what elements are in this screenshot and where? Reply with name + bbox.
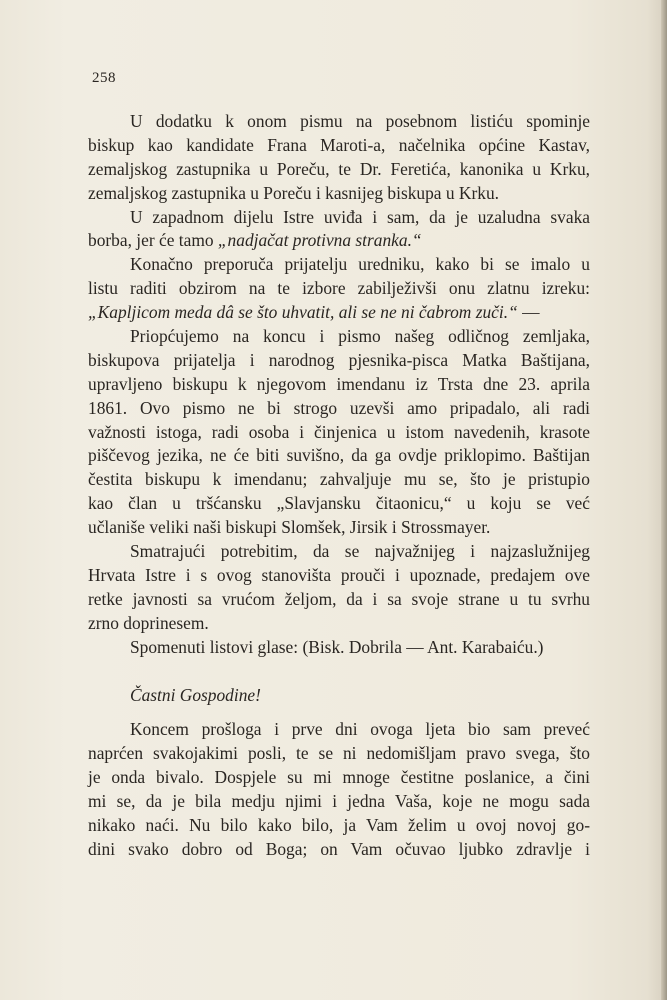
text-line: naprćen svakojakimi posli, te se ni nedomišljam pravo svega, što <box>88 743 590 764</box>
text-line: retke javnosti sa vrućom željom, da i sa svoje strane u tu svrhu <box>88 588 590 609</box>
text-line: U zapadnom dijelu Istre uviđa i sam, da je uzaludna svaka <box>130 206 590 227</box>
spacer <box>88 659 590 684</box>
text-line: kao član u tršćansku „Slavjansku čitaonicu,“ u koju se već <box>88 493 590 514</box>
text-line: učlaniše veliki naši biskupi Slomšek, Jirsik i Strossmayer. <box>88 517 491 538</box>
text-line: nikako naći. Nu bilo kako bilo, ja Vam želim u ovoj novoj go- <box>88 814 590 835</box>
text-line: Hrvata Istre i s ovog stanovišta prouči i upoznade, predajem ove <box>88 564 590 585</box>
body-text <box>88 110 590 862</box>
text-line: čestita biskupu k imendanu; zahvaljuje mu se, što je pristupio <box>88 469 590 490</box>
text-line: dini svako dobro od Boga; on Vam očuvao ljubko zdravlje i <box>88 838 590 859</box>
text-line: važnosti istoga, radi osoba i činjenica u istom navedenih, krasote <box>88 421 590 442</box>
text-line: „Kapljicom meda dâ se što uhvatit, ali se ne ni čabrom zuči.“ — <box>88 302 540 323</box>
text-line: 1861. Ovo pismo ne bi strogo uzevši amo pripadalo, ali radi <box>88 397 590 418</box>
text-line: biskup kao kandidate Frana Maroti-a, načelnika općine Kastav, <box>88 134 590 155</box>
text-line: mi se, da je bila medju njimi i jedna Vaša, koje ne mogu sada <box>88 791 590 812</box>
text-line: biskupova prijatelja i narodnog pjesnika-pisca Matka Baštijana, <box>88 349 590 370</box>
text-line: upravljeno biskupu k njegovom imendanu iz Trsta dne 23. aprila <box>88 373 590 394</box>
letter-salutation: Častni Gospodine! <box>130 685 261 706</box>
page-number: 258 <box>92 70 116 86</box>
text-line: je onda bivalo. Dospjele su mi mnoge čestitne poslanice, a čini <box>88 767 590 788</box>
text-line: Smatrajući potrebitim, da se najvažnijeg i najzaslužnijeg <box>130 541 590 562</box>
text-line: piščevog jezika, ne će biti suvišno, da ga ovdje priklopimo. Baštijan <box>88 445 590 466</box>
text-line: Spomenuti listovi glase: (Bisk. Dobrila — Ant. Karabaiću.) <box>130 636 544 657</box>
text-line: zemaljskog zastupnika u Poreču, te Dr. Feretića, kanonika u Krku, <box>88 158 590 179</box>
text-line: zemaljskog zastupnika u Poreču i kasnijeg biskupa u Krku. <box>88 182 500 203</box>
text-line: Konačno preporuča prijatelju uredniku, kako bi se imalo u <box>130 254 590 275</box>
text-line: Koncem prošloga i prve dni ovoga ljeta bio sam preveć <box>130 719 590 740</box>
spacer <box>88 708 590 718</box>
text-line: listu raditi obzirom na te izbore zabilježivši onu zlatnu izreku: <box>88 278 590 299</box>
text-line: Priopćujemo na koncu i pismo našeg odličnog zemljaka, <box>130 326 590 347</box>
text-line: borba, jer će tamo „nadjačat protivna stranka.“ <box>88 230 422 251</box>
text-line: zrno doprinesem. <box>88 612 209 633</box>
page-edge <box>661 0 667 1000</box>
text-line: U dodatku k onom pismu na posebnom listiću spominje <box>130 111 590 131</box>
